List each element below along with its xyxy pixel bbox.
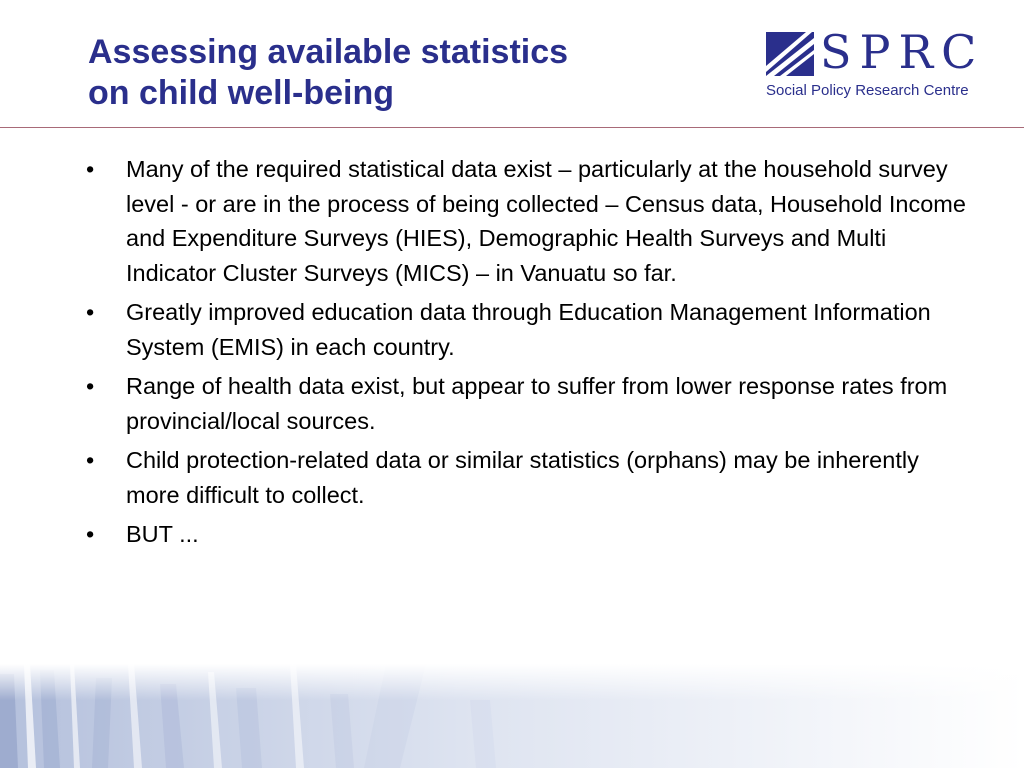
- slide-title-line-1: Assessing available statistics: [88, 33, 569, 71]
- bullet-item: [86, 443, 966, 512]
- bullet-icon: •: [86, 156, 95, 182]
- bullet-item: [86, 295, 966, 364]
- bullet-text: BUT ...: [126, 521, 199, 547]
- bullet-text: Many of the required statistical data exist – particularly at the household survey level - or are in the process of being collected – Census data, Household Income and Expenditure Surveys (HIES), Demographic Health Surveys and Multi Indicator Cluster Surveys (MICS) – in Vanuatu so far.: [126, 156, 966, 286]
- sprc-logo: [764, 25, 985, 104]
- bullet-text: Child protection-related data or similar statistics (orphans) may be inherently more difficult to collect.: [126, 447, 919, 508]
- bullet-item: [86, 152, 966, 290]
- bullet-icon: •: [86, 373, 95, 399]
- bullet-icon: •: [86, 447, 95, 473]
- sprc-logo-subtitle: Social Policy Research Centre: [766, 82, 969, 99]
- bullet-icon: •: [86, 521, 95, 547]
- title-divider: [0, 127, 1024, 128]
- sprc-logo-letters: SPRC: [820, 25, 985, 79]
- bullet-list: [86, 152, 966, 557]
- slide-title: [88, 32, 728, 114]
- bullet-icon: •: [86, 299, 95, 325]
- decorative-footer-band: [0, 664, 1024, 768]
- sprc-logo-mark-icon: [766, 32, 814, 76]
- bullet-text: Greatly improved education data through Education Management Information System (EMIS) in each country.: [126, 299, 931, 360]
- bullet-item: [86, 369, 966, 438]
- bullet-text: Range of health data exist, but appear to suffer from lower response rates from provincial/local sources.: [126, 373, 948, 434]
- bullet-item: [86, 517, 966, 552]
- slide-title-line-2: on child well-being: [88, 74, 394, 112]
